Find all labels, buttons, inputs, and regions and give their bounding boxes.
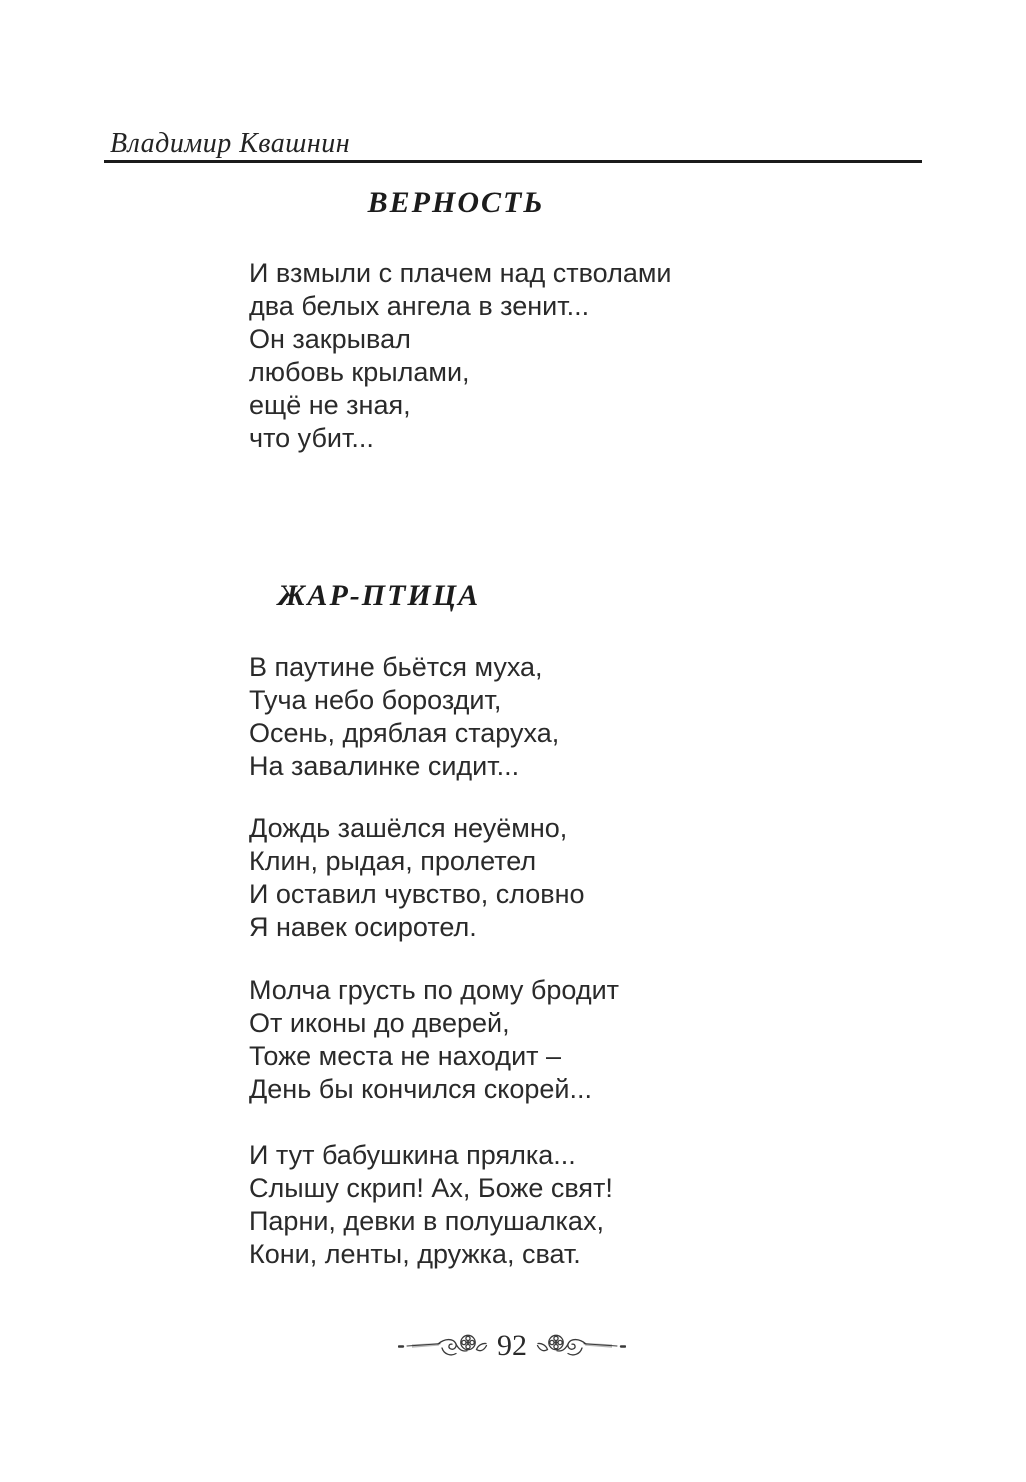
poem-line: В паутине бьётся муха,	[249, 652, 543, 682]
poem-line: Кони, ленты, дружка, сват.	[249, 1239, 581, 1269]
poem-line: Осень, дряблая старуха,	[249, 718, 560, 748]
stanza	[249, 1139, 613, 1271]
stanza	[249, 974, 619, 1106]
poem-line: И оставил чувство, словно	[249, 879, 585, 909]
poem-line: ещё не зная,	[249, 390, 411, 420]
floral-flourish-icon	[536, 1328, 626, 1364]
poem-line: два белых ангела в зенит...	[249, 291, 590, 321]
poem-line: Парни, девки в полушалках,	[249, 1206, 604, 1236]
poem-line: Тоже места не находит –	[249, 1041, 562, 1071]
stanza	[249, 812, 585, 944]
header-rule	[104, 160, 922, 163]
stanza	[249, 651, 559, 783]
poem-line: Туча небо бороздит,	[249, 685, 502, 715]
poem-line: Я навек осиротел.	[249, 912, 477, 942]
poem-line: И взмыли с плачем над стволами	[249, 258, 672, 288]
poem-title: ВЕРНОСТЬ	[367, 186, 545, 219]
poem-line: Он закрывал	[249, 324, 411, 354]
poem-line: И тут бабушкина прялка...	[249, 1140, 576, 1170]
poem-line: Дождь зашёлся неуёмно,	[249, 813, 568, 843]
floral-flourish-icon	[398, 1328, 488, 1364]
poem-line: День бы кончился скорей...	[249, 1074, 592, 1104]
poem-line: На завалинке сидит...	[249, 751, 520, 781]
running-header-author: Владимир Квашнин	[110, 128, 351, 159]
page-number: 92	[497, 1329, 527, 1362]
poem-line: Клин, рыдая, пролетел	[249, 846, 537, 876]
poem-line: От иконы до дверей,	[249, 1008, 510, 1038]
page-footer	[398, 1328, 626, 1364]
stanza	[249, 257, 672, 455]
poem-line: что убит...	[249, 423, 374, 453]
poem-title: ЖАР-ПТИЦА	[277, 579, 481, 612]
poem-line: Молча грусть по дому бродит	[249, 975, 620, 1005]
poem-line: любовь крылами,	[249, 357, 470, 387]
poem-line: Слышу скрип! Ах, Боже свят!	[249, 1173, 613, 1203]
